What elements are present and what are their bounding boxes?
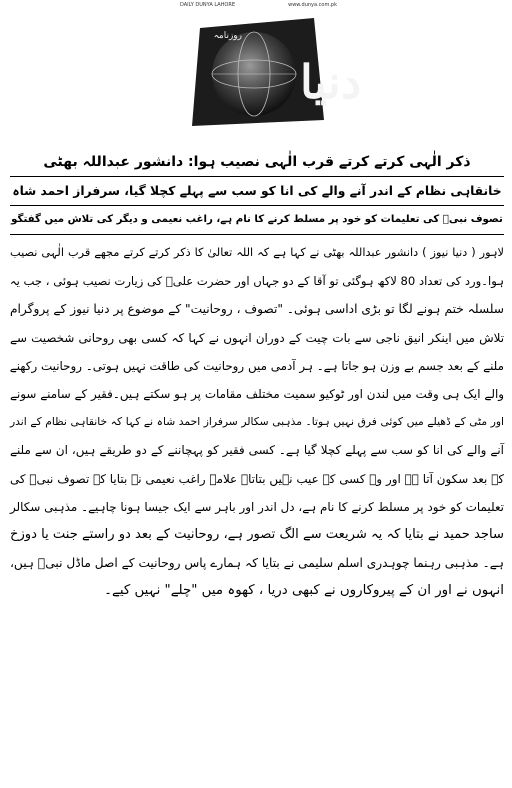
globe-logo-icon [182,10,362,132]
body-line: انہوں نے اور ان کے پیروکاروں نے کبھی دریا ، کھوہ میں "چلے" نہیں کیے۔ [104,583,504,599]
body-line: ہے۔ مذہبی رہنما چوہدری اسلم سلیمی نے بتایا کہ ہمارے پاس روحانیت کے اصل ماڈل نبیؐ ہیں، [10,556,504,571]
body-line: کے بعد سکون آتا ہے اور وہ کسی کے عیب نہیں بتاتا۔ علامہ راغب نعیمی نے بتایا کہ تصوف نبیؐ کی [10,471,504,486]
headline-sub-2: تصوف نبیؐ کی تعلیمات کو خود پر مسلط کرنے کا نام ہے، راغب نعیمی و دیگر کی تلاش میں گفتگو [10,206,504,235]
body-line: ہوا۔ورد کی تعداد 80 لاکھ ہوگئی تو آقا کے دو جہاں اور حضرت علیؓ کی زیارت نصیب ہوئی ، جب یہ [9,274,504,289]
body-line: اور مٹی کے ڈھیلے میں کوئی فرق نہیں ہوتا۔ مذہبی سکالر سرفراز احمد شاہ نے کہا کہ خانقاہی نظام کے اندر [10,415,504,429]
body-line: تعلیمات کو خود پر مسلط کرنے کا نام ہے، دل اندر اور باہر سے ایک جیسا ہونا چاہیے۔ مذہبی سکالر [10,499,504,514]
article [10,148,504,606]
svg-text:دنیا: دنیا [300,55,362,109]
body-line: تلاش میں اینکر انیق ناجی سے بات چیت کے دوران انہوں نے کہا کہ کسی بھی روحانی شخصیت سے [10,330,504,345]
body-line: لاہور ( دنیا نیوز ) دانشور عبداللہ بھٹی نے کہا ہے کہ اللہ تعالیٰ کا ذکر کرتے کرتے مجھے قرب الٰہی نصیب [10,246,504,259]
headline-main: ذکر الٰہی کرتے کرتے قرب الٰہی نصیب ہوا: دانشور عبداللہ بھٹی [10,148,504,177]
body-line: ملنے کے بعد جسم بے وزن ہو جاتا ہے۔ ہر آدمی میں روحانیت کی طاقت نہیں ہوتی۔ روحانیت رکھنے [9,358,504,373]
headline-sub-1: خانقاہی نظام کے اندر آنے والے کی انا کو سب سے پہلے کچلا گیا، سرفراز احمد شاہ [10,177,504,206]
body-line: والے ایک ہی وقت میں لندن اور ٹوکیو سمیت مختلف مقامات پر ہو سکتے ہیں۔فقیر کے سامنے سونے [10,387,504,402]
body-line: سلسلہ ختم ہونے لگا تو بڑی اداسی ہوئی۔ "تصوف ، روحانیت" کے موضوع پر دنیا نیوز کے پروگرام [10,302,504,317]
masthead-topline [180,2,337,8]
masthead [0,0,512,140]
svg-text:روزنامہ: روزنامہ [213,31,242,41]
article-body [10,239,504,606]
body-line: آنے والے کی انا کو سب سے پہلے کچلا گیا ہے۔ کسی فقیر کو پہچاننے کے دو طریقے ہیں، ان سے ملنے [10,443,504,458]
website-url: www.dunya.com.pk [288,2,337,8]
headline-block [10,148,504,235]
body-line: ساجد حمید نے بتایا کہ یہ شریعت سے الگ تصور ہے، روحانیت کے بعد دو راستے جنت یا دوزخ [10,527,504,543]
paper-name: DAILY DUNYA LAHORE [180,2,235,8]
